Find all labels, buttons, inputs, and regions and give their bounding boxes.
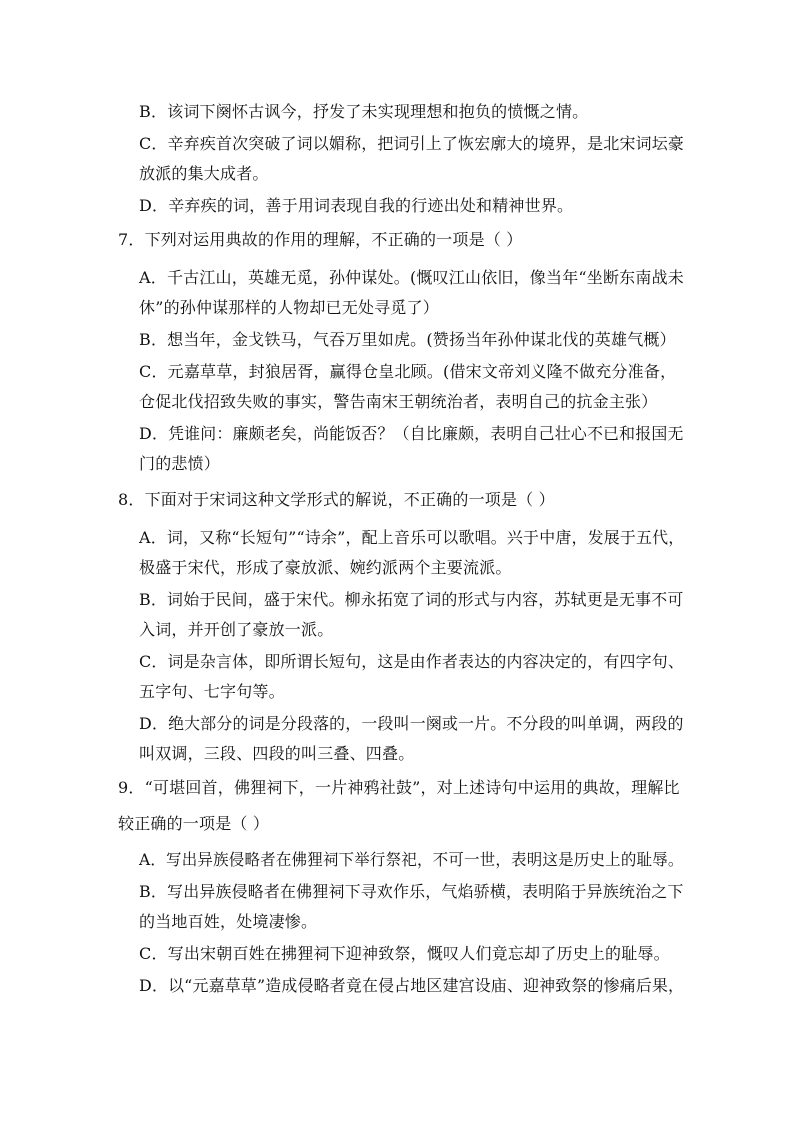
q7-option-c-line2: 仓促北伐招致失败的事实，警告南宋王朝统治者，表明自己的抗金主张） xyxy=(139,392,658,411)
q9-option-b-line2: 的当地百姓，处境凄惨。 xyxy=(139,912,318,931)
question-9-stem-line2: 较正确的一项是（ ） xyxy=(118,814,270,833)
q7-option-d-line2: 门的悲愤） xyxy=(139,454,221,473)
question-9-stem-line1: 9．“可堪回首，佛狸祠下，一片神鸦社鼓”，对上述诗句中运用的典故，理解比 xyxy=(118,778,680,797)
q7-option-a-line2: 休”的孙仲谋那样的人物却已无处寻觅了） xyxy=(139,298,439,317)
q9-option-d: D．以“元嘉草草”造成侵略者竟在侵占地区建宫设庙、迎神致祭的惨痛后果， xyxy=(139,976,685,995)
q7-option-b: B．想当年，金戈铁马，气吞万里如虎。(赞扬当年孙仲谋北伐的英雄气概） xyxy=(139,330,676,349)
question-7-stem: 7．下列对运用典故的作用的理解，不正确的一项是（ ） xyxy=(118,230,523,249)
q7-option-a-line1: A．千古江山，英雄无觅，孙仲谋处。(慨叹江山依旧，像当年“坐断东南战未 xyxy=(139,268,684,287)
q9-option-c: C．写出宋朝百姓在拂狸祠下迎神致祭，慨叹人们竟忘却了历史上的耻辱。 xyxy=(139,944,670,963)
question-8-stem: 8．下面对于宋词这种文学形式的解说，不正确的一项是（ ） xyxy=(118,490,555,509)
q9-option-b-line1: B．写出异族侵略者在佛狸祠下寻欢作乐，气焰骄横，表明陷于异族统治之下 xyxy=(139,882,684,901)
q8-option-a-line2: 极盛于宋代，形成了豪放派、婉约派两个主要流派。 xyxy=(139,558,512,577)
q8-option-c-line1: C．词是杂言体，即所谓长短句，这是由作者表达的内容决定的，有四字句、 xyxy=(139,652,685,671)
q8-option-a-line1: A．词，又称“长短句”“诗余”，配上音乐可以歌唱。兴于中唐，发展于五代， xyxy=(139,528,685,547)
q8-option-b-line1: B．词始于民间，盛于宋代。柳永拓宽了词的形式与内容，苏轼更是无事不可 xyxy=(139,590,684,609)
q8-option-d-line2: 叫双调，三段、四段的叫三叠、四叠。 xyxy=(139,744,415,763)
q8-option-d-line1: D．绝大部分的词是分段落的，一段叫一阕或一片。不分段的叫单调，两段的 xyxy=(139,714,684,733)
q8-option-c-line2: 五字句、七字句等。 xyxy=(139,682,285,701)
prev-option-b: B．该词下阕怀古讽今，抒发了未实现理想和抱负的愤慨之情。 xyxy=(139,102,589,121)
q7-option-c-line1: C．元嘉草草，封狼居胥，赢得仓皇北顾。(借宋文帝刘义隆不做充分准备， xyxy=(139,362,677,381)
prev-option-c-line2: 放派的集大成者。 xyxy=(139,164,269,183)
q7-option-d-line1: D．凭谁问：廉颇老矣，尚能饭否？（自比廉颇，表明自己壮心不已和报国无 xyxy=(139,424,684,443)
prev-option-c-line1: C．辛弃疾首次突破了词以媚称，把词引上了恢宏廓大的境界，是北宋词坛豪 xyxy=(139,134,685,153)
q9-option-a: A．写出异族侵略者在佛狸祠下举行祭祀，不可一世，表明这是历史上的耻辱。 xyxy=(139,850,684,869)
prev-option-d: D．辛弃疾的词，善于用词表现自我的行迹出处和精神世界。 xyxy=(139,196,574,215)
q8-option-b-line2: 入词，并开创了豪放一派。 xyxy=(139,620,334,639)
